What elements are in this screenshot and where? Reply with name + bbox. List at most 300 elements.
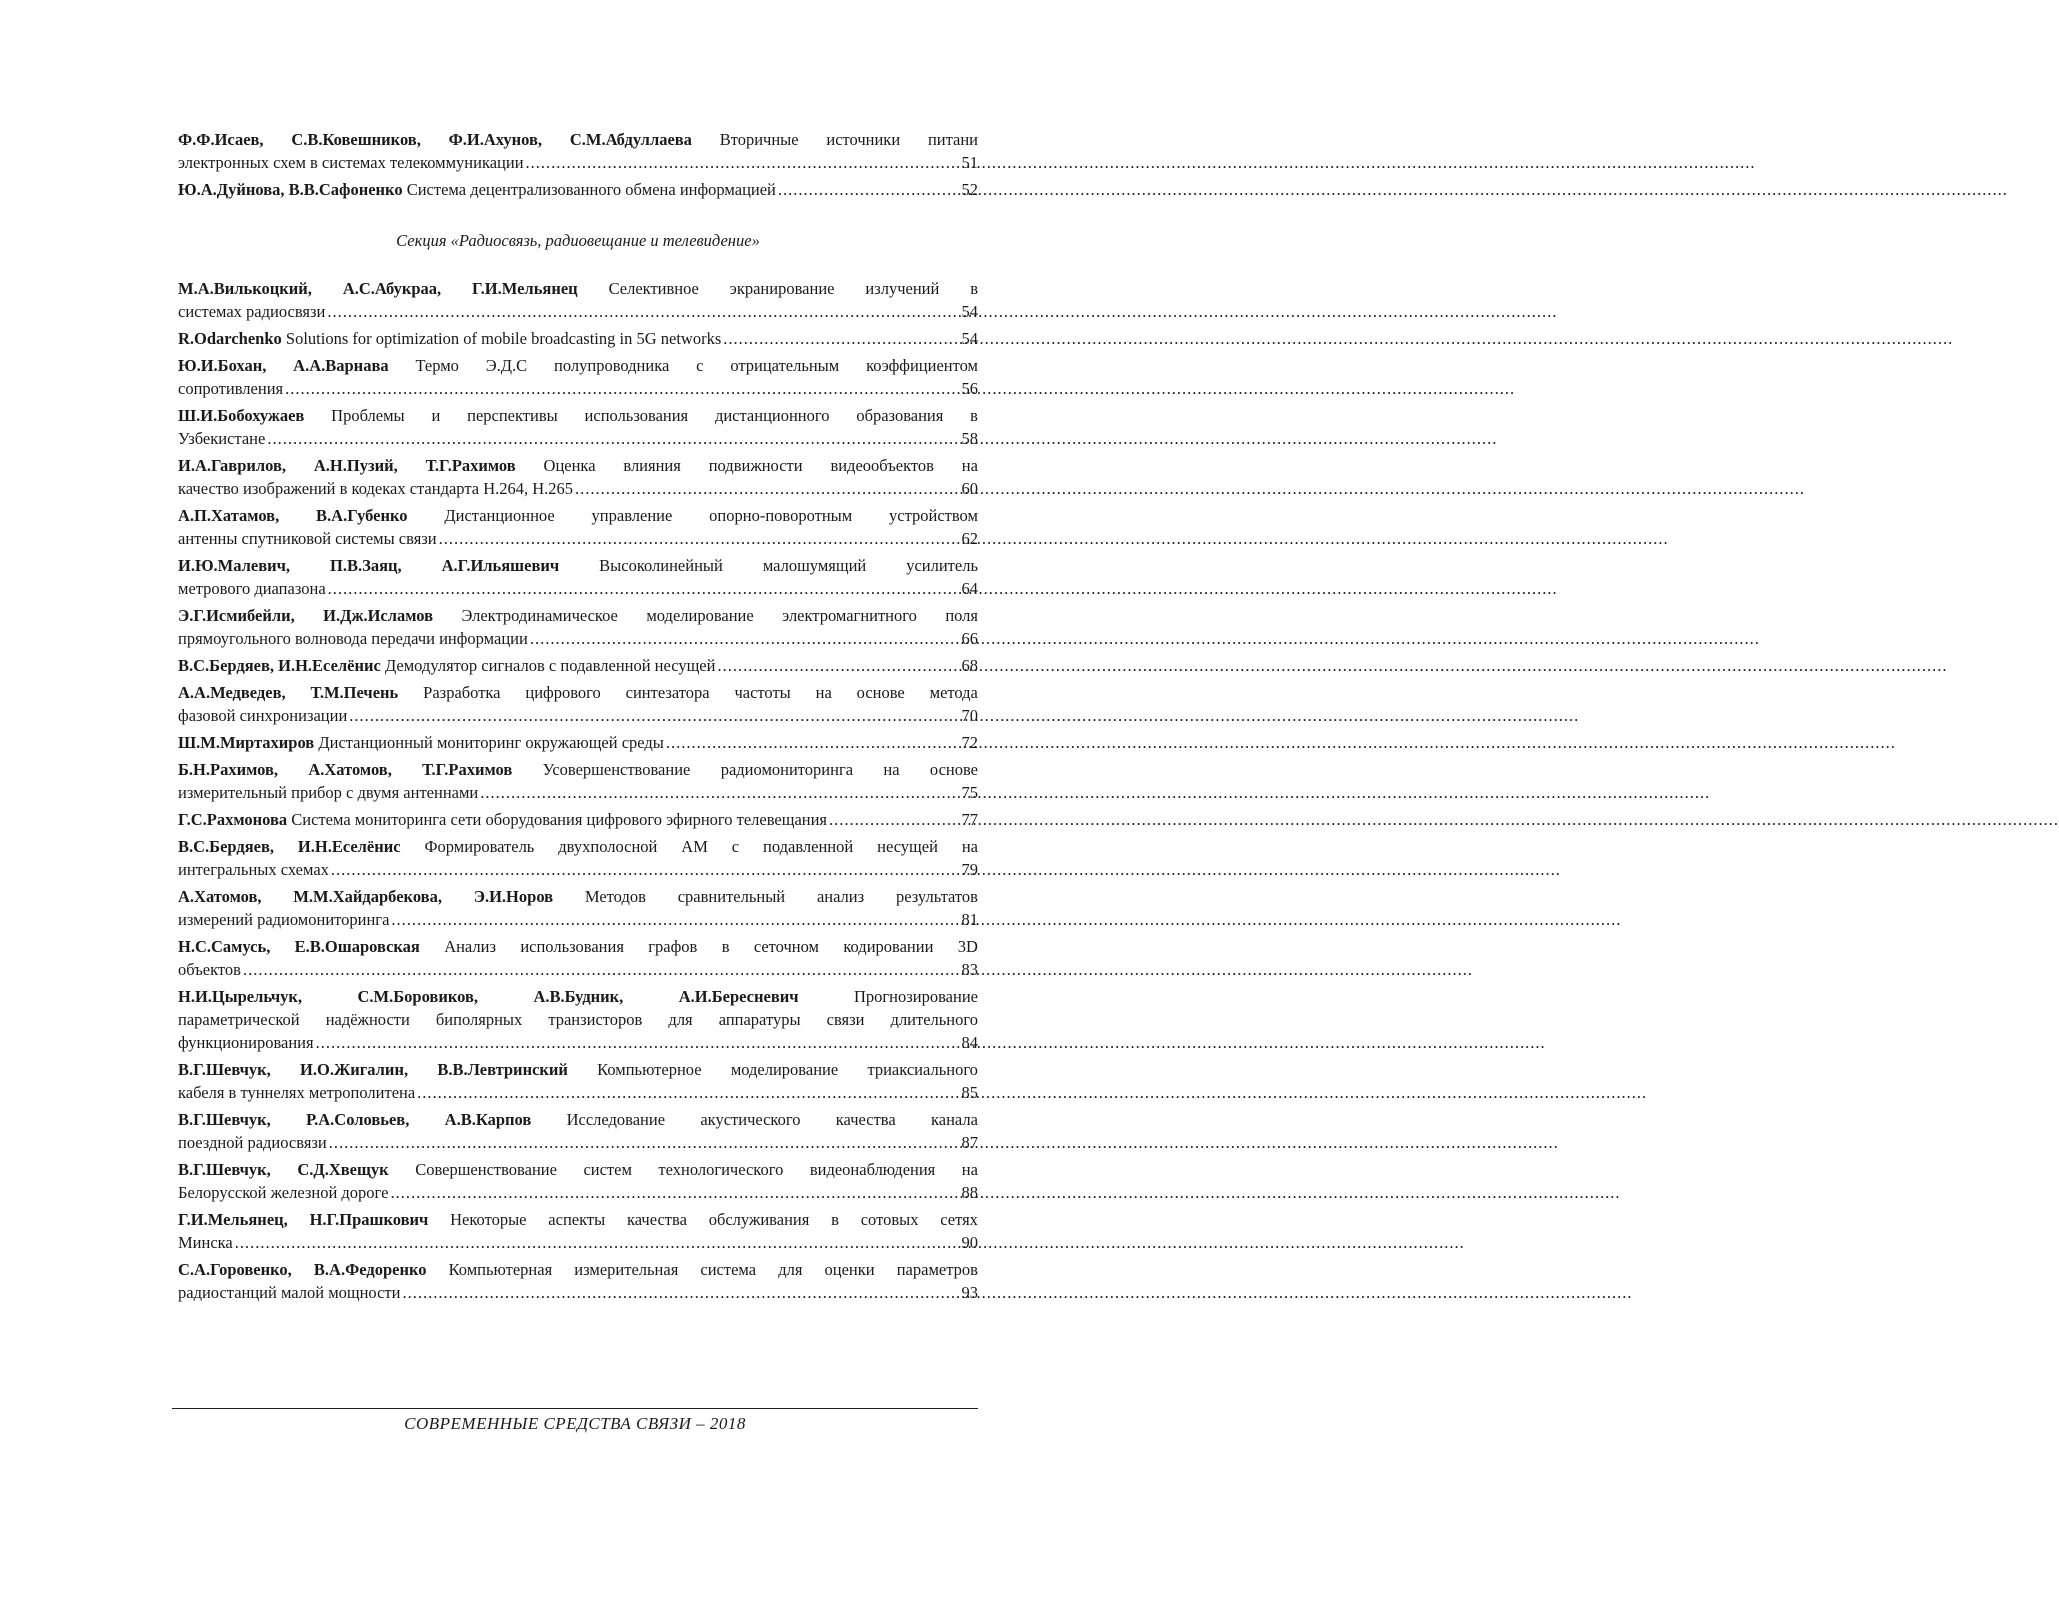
toc-author-word: Т.Г.Рахимов: [422, 760, 513, 779]
toc-entry-text: [178, 454, 978, 477]
toc-entry-title: сопротивления: [178, 379, 284, 398]
toc-entry: [178, 1258, 978, 1304]
toc-author-word: Н.И.Цырельчук,: [178, 987, 303, 1006]
toc-entry-line: [178, 1208, 978, 1231]
toc-title-word: качества: [627, 1210, 687, 1229]
toc-page-number: 64: [961, 579, 978, 598]
toc-title-word: малошумящий: [762, 556, 867, 575]
toc-entry-text: [178, 1108, 978, 1131]
toc-entry-last-line: [178, 958, 978, 981]
toc-author-word: В.С.Бердяев,: [178, 837, 274, 856]
toc-page-number: 58: [961, 429, 978, 448]
toc-title-word: моделирование: [730, 1060, 839, 1079]
toc-entry-last-line: [178, 627, 978, 650]
toc-entry-title: системах радиосвязи: [178, 302, 326, 321]
toc-entry-last-line: [178, 1081, 978, 1104]
toc-entry-last-line: [178, 1031, 978, 1054]
toc-page-number: 85: [961, 1083, 978, 1102]
toc-title-word: Анализ: [444, 937, 496, 956]
toc-leader-dots: [243, 958, 960, 981]
toc-author-word: Б.Н.Рахимов,: [178, 760, 278, 779]
toc-title-word: подвижности: [708, 456, 803, 475]
toc-entry-text: [178, 1158, 978, 1181]
toc-page-number: 52: [961, 180, 978, 199]
toc-entry-text: [178, 577, 326, 600]
toc-entry-text: [178, 935, 978, 958]
toc-page-number: 84: [961, 1033, 978, 1052]
toc-author-word: Ю.И.Бохан,: [178, 356, 267, 375]
toc-entry: [178, 758, 978, 804]
toc-leader-dots: [480, 781, 959, 804]
toc-author-word: Н.Г.Прашкович: [309, 1210, 429, 1229]
toc-title-word: Оценка: [543, 456, 596, 475]
toc-title-word: параметрической: [178, 1010, 300, 1029]
toc-entry-line: [178, 604, 978, 627]
toc-entry-line: [178, 504, 978, 527]
toc-entry-title: интегральных схемах: [178, 860, 329, 879]
toc-leader-dots: [285, 377, 959, 400]
toc-entry: [178, 1158, 978, 1204]
toc-entry-last-line: [178, 577, 978, 600]
toc-title-word: триаксиального: [867, 1060, 978, 1079]
footer-title: СОВРЕМЕННЫЕ СРЕДСТВА СВЯЗИ – 2018: [404, 1414, 746, 1433]
toc-title-word: технологического: [658, 1160, 784, 1179]
toc-entry-text: [178, 808, 827, 831]
toc-title-word: опорно-поворотным: [709, 506, 853, 525]
toc-entry-title: поездной радиосвязи: [178, 1133, 327, 1152]
toc-title-word: на: [961, 1160, 978, 1179]
toc-leader-dots: [235, 1231, 960, 1254]
toc-title-word: основе: [929, 760, 978, 779]
toc-entry-last-line: [178, 781, 978, 804]
toc-leader-dots: [390, 1181, 959, 1204]
toc-title-word: полупроводника: [554, 356, 670, 375]
toc-title-word: связи: [826, 1010, 865, 1029]
toc-entry-text: [178, 858, 329, 881]
toc-entry-last-line: [178, 477, 978, 500]
toc-entry-line: [178, 404, 978, 427]
toc-title-word: анализ: [816, 887, 865, 906]
toc-entry: [178, 681, 978, 727]
toc-page-number: 51: [961, 153, 978, 172]
toc-entry-text: [178, 654, 715, 677]
toc-entry-text: [178, 1258, 978, 1281]
toc-entry: [178, 454, 978, 500]
toc-title-word: отрицательным: [730, 356, 840, 375]
toc-title-word: использования: [520, 937, 624, 956]
toc-title-word: оценки: [824, 1260, 875, 1279]
toc-entry-line: [178, 1008, 978, 1031]
toc-entry: [178, 654, 978, 677]
toc-leader-dots: [328, 577, 960, 600]
toc-entry: [178, 354, 978, 400]
toc-entry: [178, 731, 978, 754]
toc-title-word: обслуживания: [708, 1210, 810, 1229]
toc-entry-authors: Ю.А.Дуйнова, В.В.Сафоненко: [178, 180, 403, 199]
toc-entry-last-line: [178, 377, 978, 400]
toc-title-word: управление: [591, 506, 673, 525]
toc-title-word: перспективы: [467, 406, 558, 425]
toc-entry-title: объектов: [178, 960, 241, 979]
toc-entry-text: [178, 1081, 415, 1104]
toc-entry: [178, 128, 978, 174]
toc-entry-title: электронных схем в системах телекоммуникации: [178, 153, 524, 172]
toc-title-word: подавленной: [763, 837, 854, 856]
toc-author-word: И.Ю.Малевич,: [178, 556, 291, 575]
toc-title-word: система: [700, 1260, 757, 1279]
toc-entry-text: [178, 277, 978, 300]
toc-entry-last-line: [178, 908, 978, 931]
toc-page-number: 66: [961, 629, 978, 648]
toc-title-word: канала: [931, 1110, 978, 1129]
toc-leader-dots: [439, 527, 960, 550]
toc-title-word: аспекты: [548, 1210, 606, 1229]
toc-leader-dots: [717, 654, 959, 677]
toc-title-word: систем: [583, 1160, 632, 1179]
toc-title-word: Селективное: [608, 279, 699, 298]
toc-leader-dots: [327, 300, 959, 323]
toc-entry-last-line: [178, 858, 978, 881]
toc-author-word: М.А.Вилькоцкий,: [178, 279, 312, 298]
toc-entry-last-line: [178, 1131, 978, 1154]
toc-author-word: И.Дж.Исламов: [323, 606, 434, 625]
toc-entry: [178, 504, 978, 550]
toc-title-word: качества: [835, 1110, 896, 1129]
toc-entry-text: [178, 427, 265, 450]
toc-entry-text: [178, 731, 664, 754]
toc-title-word: влияния: [623, 456, 681, 475]
toc-leader-dots: [526, 151, 960, 174]
toc-author-word: А.А.Варнава: [293, 356, 389, 375]
toc-entry-title: радиостанций малой мощности: [178, 1283, 401, 1302]
toc-author-word: В.Г.Шевчук,: [178, 1110, 271, 1129]
toc-leader-dots: [267, 427, 959, 450]
toc-author-word: С.М.Абдуллаева: [569, 130, 692, 149]
toc-author-word: Р.А.Соловьев,: [306, 1110, 410, 1129]
toc-entry-title: Минска: [178, 1233, 233, 1252]
toc-entry-text: [178, 604, 978, 627]
toc-page-number: 72: [961, 733, 978, 752]
toc-title-word: видеообъектов: [830, 456, 934, 475]
toc-page-number: 75: [961, 783, 978, 802]
toc-title-word: моделирование: [646, 606, 754, 625]
toc-title-word: цифрового: [525, 683, 601, 702]
toc-leader-dots: [329, 1131, 960, 1154]
toc-entry-line: [178, 1108, 978, 1131]
toc-entry-text: [178, 985, 978, 1008]
toc-leader-dots: [575, 477, 959, 500]
toc-entry-title: Демодулятор сигналов с подавленной несущей: [384, 656, 716, 675]
toc-entry-last-line: [178, 427, 978, 450]
toc-author-word: С.В.Ковешников,: [291, 130, 421, 149]
toc-title-word: в: [831, 1210, 839, 1229]
toc-entry-line: [178, 935, 978, 958]
toc-title-word: Прогнозирование: [854, 987, 978, 1006]
toc-entry-text: [178, 627, 528, 650]
section-title: Секция «Радиосвязь, радиовещание и телевидение»: [396, 231, 760, 250]
toc-title-word: Совершенствование: [415, 1160, 557, 1179]
toc-entry-text: [178, 781, 478, 804]
toc-entry: [178, 277, 978, 323]
toc-entry-line: [178, 554, 978, 577]
toc-title-word: Электродинамическое: [461, 606, 618, 625]
toc-entry-line: [178, 885, 978, 908]
toc-entry: [178, 935, 978, 981]
toc-title-word: на: [883, 760, 900, 779]
toc-entry-line: [178, 758, 978, 781]
toc-author-word: В.Г.Шевчук,: [178, 1060, 271, 1079]
toc-title-word: Э.Д.С: [485, 356, 528, 375]
toc-entry-last-line: [178, 1231, 978, 1254]
toc-entry-authors: Ш.М.Миртахиров: [178, 733, 315, 752]
toc-title-word: сотовых: [860, 1210, 919, 1229]
toc-entry-title: кабеля в туннелях метрополитена: [178, 1083, 416, 1102]
toc-entry: [178, 835, 978, 881]
table-of-contents: [178, 128, 978, 1308]
toc-page-number: 88: [961, 1183, 978, 1202]
toc-author-word: Ф.Ф.Исаев,: [178, 130, 264, 149]
toc-entry-line: [178, 354, 978, 377]
toc-entry-title: Узбекистане: [178, 429, 266, 448]
toc-title-word: параметров: [896, 1260, 978, 1279]
toc-entry-last-line: [178, 1181, 978, 1204]
toc-title-word: Компьютерное: [597, 1060, 702, 1079]
toc-entry-last-line: [178, 178, 978, 201]
toc-entry-last-line: [178, 300, 978, 323]
toc-title-word: аппаратуры: [718, 1010, 801, 1029]
toc-title-word: Дистанционное: [444, 506, 555, 525]
toc-page-number: 70: [961, 706, 978, 725]
toc-entry: [178, 808, 978, 831]
toc-entry-text: [178, 504, 978, 527]
toc-entry-text: [178, 1281, 400, 1304]
toc-entry-text: [178, 1231, 233, 1254]
toc-title-word: питани: [927, 130, 978, 149]
toc-entry-text: [178, 681, 978, 704]
toc-title-word: использования: [584, 406, 689, 425]
toc-title-word: транзисторов: [548, 1010, 643, 1029]
toc-page-number: 54: [961, 302, 978, 321]
toc-entry: [178, 554, 978, 600]
toc-entry-line: [178, 1058, 978, 1081]
toc-title-word: с: [696, 356, 704, 375]
toc-author-word: П.В.Заяц,: [330, 556, 402, 575]
toc-author-word: А.П.Хатамов,: [178, 506, 280, 525]
toc-entry-text: [178, 885, 978, 908]
toc-author-word: В.В.Левтринский: [437, 1060, 568, 1079]
toc-author-word: Н.С.Самусь,: [178, 937, 271, 956]
toc-entry-line: [178, 681, 978, 704]
toc-title-word: на: [815, 683, 832, 702]
toc-title-word: сеточном: [753, 937, 819, 956]
toc-entry-line: [178, 454, 978, 477]
toc-author-word: И.Н.Еселёнис: [297, 837, 401, 856]
toc-title-word: и: [431, 406, 441, 425]
toc-author-word: Т.Г.Рахимов: [425, 456, 516, 475]
toc-entry: [178, 327, 978, 350]
toc-entry-text: [178, 835, 978, 858]
toc-title-word: метода: [929, 683, 978, 702]
toc-entry-title: измерений радиомониторинга: [178, 910, 390, 929]
toc-entry-text: [178, 377, 283, 400]
toc-list-radio-section: [178, 277, 978, 1304]
toc-entry: [178, 1058, 978, 1104]
toc-entry-title: функционирования: [178, 1033, 314, 1052]
toc-entry-title: Дистанционный мониторинг окружающей среды: [318, 733, 664, 752]
toc-entry-title: Solutions for optimization of mobile broadcasting in 5G networks: [285, 329, 722, 348]
toc-author-word: А.С.Абукраа,: [342, 279, 442, 298]
toc-title-word: Высоколинейный: [599, 556, 723, 575]
toc-title-word: для: [668, 1010, 693, 1029]
toc-title-word: основе: [856, 683, 905, 702]
toc-page-number: 62: [961, 529, 978, 548]
toc-title-word: в: [970, 279, 978, 298]
footer-rule: [172, 1408, 978, 1409]
toc-author-word: Ш.И.Бобохужаев: [178, 406, 305, 425]
toc-entry-title: Система мониторинга сети оборудования цифрового эфирного телевещания: [291, 810, 828, 829]
toc-entry-last-line: [178, 1281, 978, 1304]
toc-leader-dots: [331, 858, 960, 881]
toc-entry-title: Система децентрализованного обмена информацией: [406, 180, 776, 199]
toc-page-number: 81: [961, 910, 978, 929]
toc-title-word: на: [961, 456, 978, 475]
toc-entry-text: [178, 1208, 978, 1231]
toc-entry-text: [178, 151, 524, 174]
toc-entry-text: [178, 300, 325, 323]
toc-entry-title: антенны спутниковой системы связи: [178, 529, 437, 548]
toc-page-number: 83: [961, 960, 978, 979]
toc-entry-title: фазовой синхронизации: [178, 706, 348, 725]
toc-entry-text: [178, 327, 721, 350]
toc-title-word: излучений: [865, 279, 940, 298]
toc-entry-last-line: [178, 808, 978, 831]
toc-entry-text: [178, 527, 437, 550]
toc-entry: [178, 885, 978, 931]
toc-title-word: акустического: [700, 1110, 801, 1129]
toc-author-word: А.Хатомов,: [178, 887, 262, 906]
toc-leader-dots: [666, 731, 960, 754]
toc-title-word: образования: [856, 406, 944, 425]
toc-entry-text: [178, 758, 978, 781]
toc-entry-authors: В.С.Бердяев, И.Н.Еселёнис: [178, 656, 381, 675]
toc-page-number: 68: [961, 656, 978, 675]
toc-author-word: В.Г.Шевчук,: [178, 1160, 271, 1179]
toc-author-word: С.Д.Хвещук: [297, 1160, 389, 1179]
toc-title-word: в: [970, 406, 978, 425]
toc-author-word: Г.И.Мельянец,: [178, 1210, 288, 1229]
toc-title-word: экранирование: [729, 279, 835, 298]
toc-title-word: коэффициентом: [866, 356, 978, 375]
toc-leader-dots: [402, 1281, 959, 1304]
toc-page-number: 79: [961, 860, 978, 879]
toc-title-word: Вторичные: [719, 130, 799, 149]
toc-entry-last-line: [178, 704, 978, 727]
toc-title-word: Усовершенствование: [542, 760, 691, 779]
toc-author-word: Г.И.Мельянец: [472, 279, 578, 298]
toc-entry-text: [178, 704, 347, 727]
toc-entry-line: [178, 1258, 978, 1281]
toc-title-word: электромагнитного: [782, 606, 917, 625]
toc-entry-line: [178, 985, 978, 1008]
toc-title-word: видеонаблюдения: [809, 1160, 936, 1179]
toc-author-word: А.И.Бересневич: [678, 987, 799, 1006]
toc-title-word: графов: [648, 937, 698, 956]
toc-author-word: С.М.Боровиков,: [357, 987, 478, 1006]
toc-leader-dots: [349, 704, 959, 727]
toc-entry-text: [178, 1058, 978, 1081]
toc-title-word: на: [961, 837, 978, 856]
toc-entry-line: [178, 277, 978, 300]
toc-entry-title: метрового диапазона: [178, 579, 326, 598]
toc-leader-dots: [530, 627, 960, 650]
toc-author-word: Т.М.Печень: [310, 683, 399, 702]
toc-author-word: И.А.Гаврилов,: [178, 456, 287, 475]
toc-author-word: Э.Г.Исмибейли,: [178, 606, 295, 625]
toc-title-word: сетях: [940, 1210, 978, 1229]
toc-title-word: источники: [826, 130, 901, 149]
toc-title-word: поля: [945, 606, 978, 625]
toc-leader-dots: [316, 1031, 960, 1054]
toc-entry-title: Белорусской железной дороге: [178, 1183, 389, 1202]
toc-author-word: И.О.Жигалин,: [300, 1060, 409, 1079]
toc-entry-title: качество изображений в кодеках стандарта H.264, H.265: [178, 479, 574, 498]
toc-entry: [178, 985, 978, 1054]
toc-title-word: сравнительный: [677, 887, 786, 906]
toc-title-word: надёжности: [325, 1010, 410, 1029]
toc-title-word: дистанционного: [714, 406, 830, 425]
toc-leader-dots: [417, 1081, 959, 1104]
toc-entry: [178, 604, 978, 650]
toc-page-number: 93: [961, 1283, 978, 1302]
toc-author-word: М.М.Хайдарбекова,: [293, 887, 442, 906]
toc-title-word: Методов: [584, 887, 646, 906]
toc-entry-line: [178, 1158, 978, 1181]
toc-title-word: Некоторые: [450, 1210, 527, 1229]
toc-title-word: с: [731, 837, 740, 856]
toc-title-word: измерительная: [574, 1260, 679, 1279]
toc-title-word: Исследование: [566, 1110, 666, 1129]
toc-author-word: А.Г.Ильяшевич: [441, 556, 560, 575]
toc-page-number: 60: [961, 479, 978, 498]
toc-entry-text: [178, 1008, 978, 1031]
toc-title-word: результатов: [895, 887, 978, 906]
toc-entry-text: [178, 178, 776, 201]
toc-leader-dots: [391, 908, 959, 931]
toc-title-word: синтезатора: [625, 683, 710, 702]
toc-title-word: 3D: [957, 937, 978, 956]
toc-entry-text: [178, 554, 978, 577]
toc-entry: [178, 178, 978, 201]
toc-author-word: А.В.Будник,: [533, 987, 624, 1006]
toc-title-word: длительного: [890, 1010, 978, 1029]
toc-page-number: 54: [961, 329, 978, 348]
toc-entry-text: [178, 354, 978, 377]
toc-leader-dots: [829, 808, 959, 831]
toc-entry-last-line: [178, 527, 978, 550]
toc-author-word: А.Н.Пузий,: [313, 456, 398, 475]
toc-page-number: 56: [961, 379, 978, 398]
toc-title-word: для: [778, 1260, 803, 1279]
toc-author-word: В.А.Федоренко: [313, 1260, 427, 1279]
toc-entry-authors: Г.С.Рахмонова: [178, 810, 288, 829]
toc-entry-text: [178, 958, 241, 981]
toc-title-word: АМ: [681, 837, 708, 856]
toc-author-word: Ф.И.Ахунов,: [448, 130, 543, 149]
toc-entry-last-line: [178, 654, 978, 677]
toc-entry-authors: R.Odarchenko: [178, 329, 282, 348]
toc-leader-dots: [723, 327, 959, 350]
toc-entry-line: [178, 128, 978, 151]
